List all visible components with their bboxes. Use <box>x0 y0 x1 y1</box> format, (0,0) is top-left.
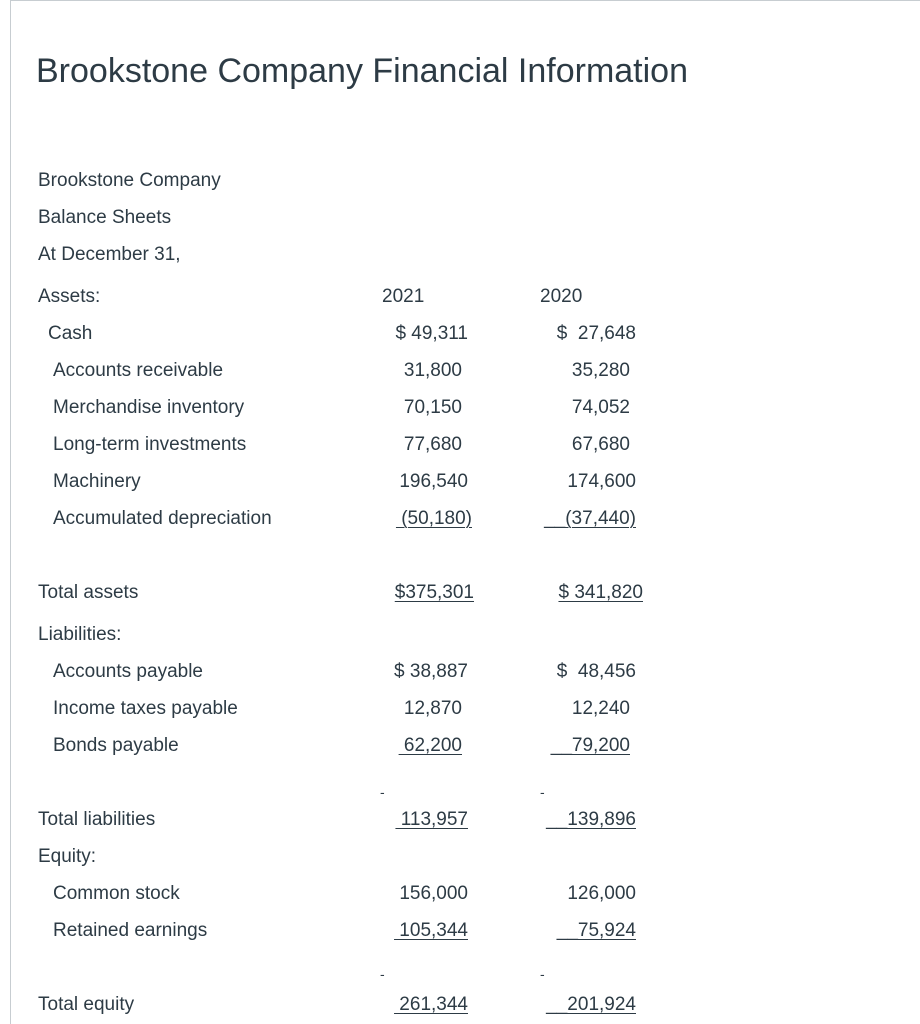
company-name: Brookstone Company <box>38 170 221 191</box>
total-assets-2020: $ 341,820 <box>558 582 643 603</box>
statement-name: Balance Sheets <box>38 207 172 228</box>
row-label-retained-earnings: Retained earnings <box>53 920 208 941</box>
bonds-payable-2021: 62,200 <box>398 735 462 756</box>
total-assets-2021: $375,301 <box>394 582 474 603</box>
long-term-investments-2020: 67,680 <box>571 434 630 455</box>
column-header-2021: 2021 <box>382 286 425 307</box>
common-stock-2021: 156,000 <box>399 883 468 904</box>
accounts-payable-2020: $ 48,456 <box>556 661 636 682</box>
retained-earnings-2020: __75,924 <box>556 920 636 941</box>
cash-2021: $ 49,311 <box>395 323 468 344</box>
total-assets-label: Total assets <box>38 582 139 603</box>
row-label-common-stock: Common stock <box>53 883 180 904</box>
accounts-receivable-2020: 35,280 <box>571 360 630 381</box>
total-equity-2021: 261,344 <box>394 994 468 1015</box>
accumulated-depreciation-2020: __(37,440) <box>544 508 636 529</box>
accumulated-depreciation-2021: (50,180) <box>395 508 472 529</box>
income-taxes-payable-2021: 12,870 <box>403 698 462 719</box>
total-liabilities-2021: 113,957 <box>395 809 468 830</box>
row-label-income-taxes-payable: Income taxes payable <box>53 698 238 719</box>
total-equity-label: Total equity <box>38 994 135 1015</box>
row-label-machinery: Machinery <box>53 471 141 492</box>
total-liabilities-label: Total liabilities <box>38 809 156 830</box>
row-label-accumulated-depreciation: Accumulated depreciation <box>53 508 272 529</box>
retained-earnings-2021: 105,344 <box>394 920 468 941</box>
bonds-payable-2020: __79,200 <box>550 735 630 756</box>
equity-heading: Equity: <box>38 846 97 867</box>
merchandise-inventory-2021: 70,150 <box>403 397 462 418</box>
common-stock-2020: 126,000 <box>567 883 636 904</box>
tick-mark-2021-equity: - <box>380 966 385 982</box>
total-liabilities-2020: __139,896 <box>546 809 636 830</box>
long-term-investments-2021: 77,680 <box>403 434 462 455</box>
assets-heading: Assets: <box>38 286 101 307</box>
machinery-2021: 196,540 <box>399 471 468 492</box>
row-label-long-term-investments: Long-term investments <box>53 434 247 455</box>
merchandise-inventory-2020: 74,052 <box>571 397 630 418</box>
accounts-payable-2021: $ 38,887 <box>394 661 468 682</box>
accounts-receivable-2021: 31,800 <box>403 360 462 381</box>
statement-date: At December 31, <box>38 244 181 265</box>
page-title: Brookstone Company Financial Information <box>36 52 688 90</box>
cash-2020: $ 27,648 <box>556 323 636 344</box>
tick-mark-2020-equity: - <box>540 966 545 982</box>
row-label-merchandise-inventory: Merchandise inventory <box>53 397 245 418</box>
row-label-accounts-receivable: Accounts receivable <box>53 360 224 381</box>
tick-mark-2020-liabilities: - <box>540 784 545 800</box>
row-label-cash: Cash <box>48 323 93 344</box>
income-taxes-payable-2020: 12,240 <box>571 698 630 719</box>
column-header-2020: 2020 <box>540 286 583 307</box>
row-label-bonds-payable: Bonds payable <box>53 735 179 756</box>
machinery-2020: 174,600 <box>567 471 636 492</box>
row-label-accounts-payable: Accounts payable <box>53 661 203 682</box>
total-equity-2020: __201,924 <box>546 994 636 1015</box>
liabilities-heading: Liabilities: <box>38 624 122 645</box>
tick-mark-2021-liabilities: - <box>380 784 385 800</box>
